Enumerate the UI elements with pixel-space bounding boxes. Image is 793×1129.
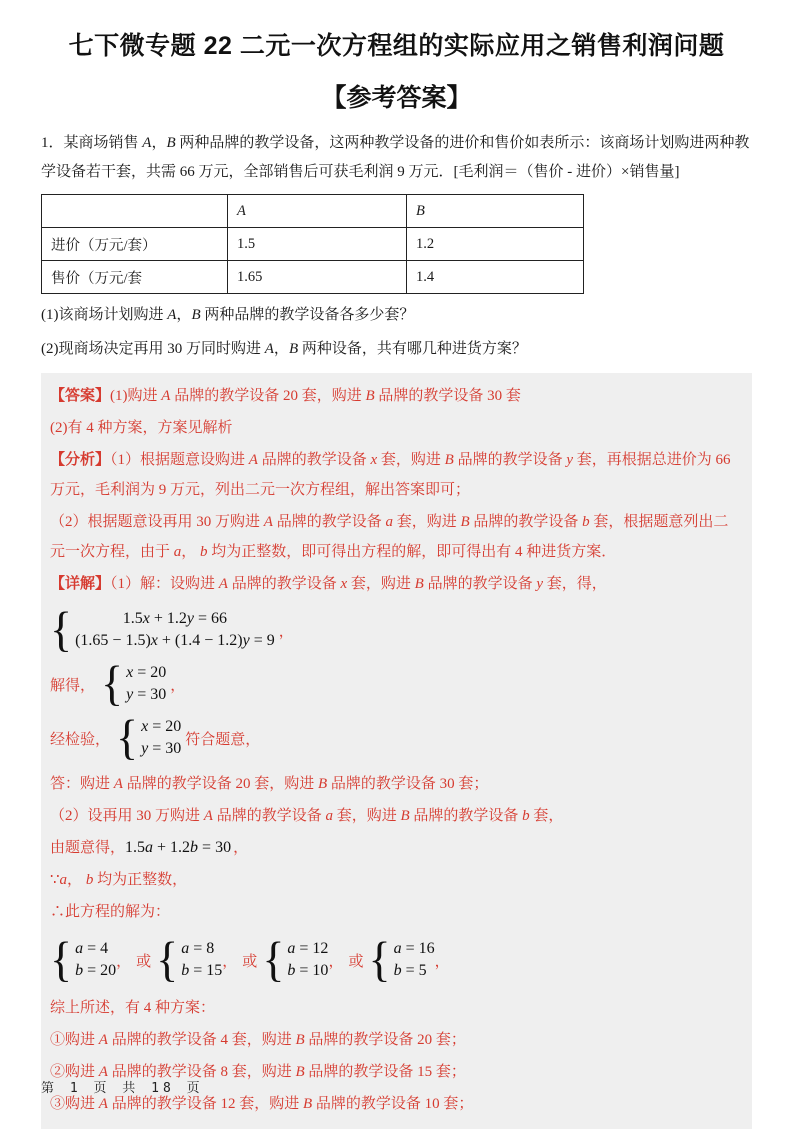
equation2-math: 1.5a + 1.2b = 30 xyxy=(125,839,232,856)
equation-part2 xyxy=(50,833,740,863)
equation-line: b = 20 xyxy=(75,962,117,979)
equation-line: y = 30 xyxy=(126,686,167,703)
page-footer: 第 1 页 共 18 页 xyxy=(41,1081,204,1096)
or-separator: 或 xyxy=(242,953,258,970)
solution-system xyxy=(368,932,435,987)
equation-line: x = 20 xyxy=(141,718,182,735)
equation-line: y = 30 xyxy=(141,740,182,757)
answer-line-1 xyxy=(50,381,740,411)
detail-intro-text: （1）解：设购进 A 品牌的教学设备 x 套，购进 B 品牌的教学设备 y 套，得， xyxy=(110,576,607,592)
equation-line: x = 20 xyxy=(126,664,167,681)
plan-line-2: ②购进 A 品牌的教学设备 8 套，购进 B 品牌的教学设备 15 套； xyxy=(50,1064,466,1080)
answer-sentence: 答：购进 A 品牌的教学设备 20 套，购进 B 品牌的教学设备 30 套； xyxy=(50,776,489,792)
left-brace: { xyxy=(50,932,73,987)
table-row xyxy=(42,228,584,261)
price-table xyxy=(41,194,584,294)
equation-stack xyxy=(181,938,222,982)
comma-separator: ， xyxy=(222,953,238,970)
left-brace: { xyxy=(116,710,139,765)
document-title: 七下微专题 22 二元一次方程组的实际应用之销售利润问题 xyxy=(68,32,725,60)
document-subtitle: 【参考答案】 xyxy=(321,84,472,112)
solution-system xyxy=(156,932,223,987)
equation-line: a = 16 xyxy=(393,940,435,957)
because-line: ∵a， b 均为正整数， xyxy=(50,872,188,888)
table-cell: 1.65 xyxy=(228,261,407,294)
equation-line: a = 4 xyxy=(75,940,109,957)
solve-prefix: 解得， xyxy=(50,677,96,694)
comma-separator: ， xyxy=(328,953,344,970)
check-suffix: 符合题意， xyxy=(185,731,261,748)
equation-line: b = 15 xyxy=(181,962,223,979)
comma-separator: ， xyxy=(434,953,450,970)
table-row xyxy=(42,261,584,294)
part2-intro: （2）设再用 30 万购进 A 品牌的教学设备 a 套，购进 B 品牌的教学设备 b 套， xyxy=(50,808,564,824)
equation-system xyxy=(50,602,275,657)
equation2-prefix: 由题意得， xyxy=(50,840,126,856)
table-cell: 售价（万元/套 xyxy=(42,261,228,294)
equation-line: a = 8 xyxy=(181,940,215,957)
table-cell: 1.5 xyxy=(228,228,407,261)
left-brace: { xyxy=(262,932,285,987)
answer-section xyxy=(41,373,752,1129)
equation-stack xyxy=(394,938,435,982)
summary-line: 综上所述，有 4 种方案： xyxy=(50,1000,216,1016)
equation-line: b = 5 xyxy=(393,962,427,979)
analysis-label: 【分析】 xyxy=(50,452,111,468)
check-prefix: 经检验， xyxy=(50,731,111,748)
or-separator: 或 xyxy=(136,953,152,970)
answer-text-1: (1)购进 A 品牌的教学设备 20 套，购进 B 品牌的教学设备 30 套 xyxy=(110,388,521,404)
table-cell: 1.4 xyxy=(407,261,584,294)
equation-stack xyxy=(75,938,116,982)
left-brace: { xyxy=(156,932,179,987)
therefore-line: ∴此方程的解为： xyxy=(50,904,171,920)
table-header-row xyxy=(42,195,584,228)
solutions-row xyxy=(50,932,740,987)
equation-line: 1.5x + 1.2y = 66 xyxy=(122,610,228,627)
left-brace: { xyxy=(368,932,391,987)
analysis-text-1: （1）根据题意设购进 A 品牌的教学设备 x 套，购进 B 品牌的教学设备 y 套，再根据总进价为 66 万元，毛利润为 9 万元，列出二元一次方程组，解出答案即可； xyxy=(50,452,731,498)
detail-intro xyxy=(50,569,740,599)
comma-separator: ， xyxy=(170,677,186,694)
table-cell: 1.2 xyxy=(407,228,584,261)
equation-system xyxy=(101,656,167,711)
solution-system xyxy=(262,932,329,987)
plan-line-3: ③购进 A 品牌的教学设备 12 套，购进 B 品牌的教学设备 10 套； xyxy=(50,1096,474,1112)
equation-line: a = 12 xyxy=(287,940,329,957)
problem-intro: 1．某商场销售 A，B 两种品牌的教学设备，这两种教学设备的进价和售价如表所示：该商场计划购进两种教学设备若干套，共需 66 万元，全部销售后可获毛利润 9 万元．[毛利润＝（售价 - 进价）×销售量] xyxy=(41,135,750,180)
left-brace: { xyxy=(101,656,124,711)
equation-system xyxy=(116,710,182,765)
equation-stack xyxy=(287,938,328,982)
analysis-paragraph-2: （2）根据题意设再用 30 万购进 A 品牌的教学设备 a 套，购进 B 品牌的教学设备 b 套，根据题意列出二元一次方程，由于 a， b 均为正整数，即可得出方程的解，即可得出有 4 种进货方案． xyxy=(50,514,729,560)
solve-row xyxy=(50,656,740,711)
check-row xyxy=(50,710,740,765)
left-brace: { xyxy=(50,602,73,657)
table-cell: 进价（万元/套） xyxy=(42,228,228,261)
or-separator: 或 xyxy=(348,953,364,970)
answer-label: 【答案】 xyxy=(50,388,111,404)
comma-separator: ， xyxy=(278,623,294,640)
solution-system xyxy=(50,932,117,987)
comma-separator: ， xyxy=(233,840,249,856)
question-1: (1)该商场计划购进 A，B 两种品牌的教学设备各多少套？ xyxy=(41,307,415,323)
question-2: (2)现商场决定再用 30 万同时购进 A，B 两种设备，共有哪几种进货方案？ xyxy=(41,341,527,357)
comma-separator: ， xyxy=(116,953,132,970)
equation-line: b = 10 xyxy=(287,962,329,979)
table-header-cell: A xyxy=(228,195,407,228)
answer-line-2: (2)有 4 种方案，方案见解析 xyxy=(50,420,233,436)
table-header-cell xyxy=(42,195,228,228)
table-header-cell: B xyxy=(407,195,584,228)
analysis-paragraph-1 xyxy=(50,445,740,505)
equation-stack xyxy=(141,716,181,760)
equation-line: (1.65 − 1.5)x + (1.4 − 1.2)y = 9 xyxy=(75,632,275,649)
equation-system-1 xyxy=(50,602,740,657)
plan-line-1: ①购进 A 品牌的教学设备 4 套，购进 B 品牌的教学设备 20 套； xyxy=(50,1032,466,1048)
detail-label: 【详解】 xyxy=(50,576,111,592)
equation-stack xyxy=(75,608,275,652)
equation-stack xyxy=(126,662,166,706)
